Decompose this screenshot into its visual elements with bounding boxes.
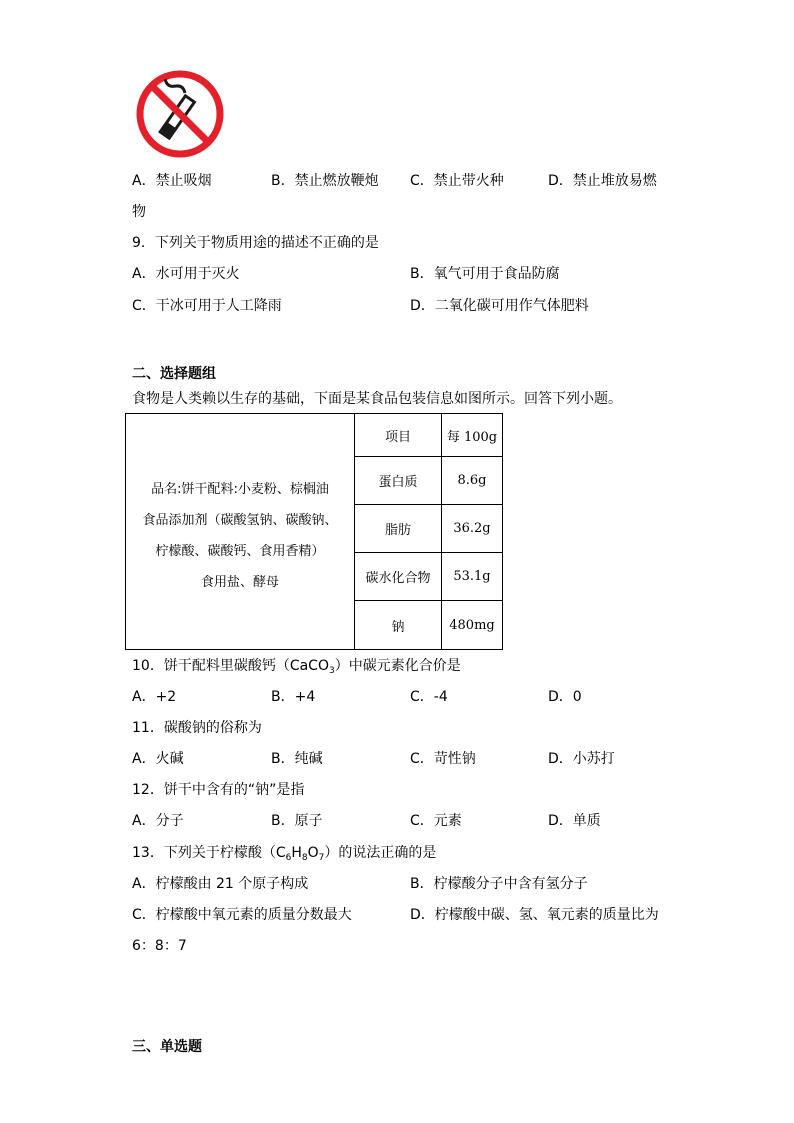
- section-2-intro: 食物是人类赖以生存的基础，下面是某食品包装信息如图所示。回答下列小题。: [132, 391, 622, 407]
- q12-option-d: D．单质: [548, 813, 601, 829]
- table-header-item: 项目: [355, 414, 442, 457]
- q10-option-b: B．+4: [271, 689, 316, 705]
- q8-option-c: C．禁止带火种: [410, 173, 504, 189]
- q13-stem: [132, 843, 436, 868]
- q10-stem-part-a: 10．饼干配料里碳酸钙（CaCO: [132, 658, 329, 674]
- q11-stem: 11．碳酸钠的俗称为: [132, 720, 262, 736]
- q12-option-a: A．分子: [132, 813, 184, 829]
- q13-formula-o: O: [307, 845, 319, 861]
- q12-option-b: B．原子: [271, 813, 323, 829]
- q13-option-b: B．柠檬酸分子中含有氢分子: [410, 876, 588, 892]
- q13-subscript-c: 6: [285, 853, 292, 863]
- section-2-heading: 二、选择题组: [132, 366, 216, 382]
- q10-option-a: A．+2: [132, 689, 177, 705]
- table-cell-value: 53.1g: [442, 553, 503, 601]
- food-desc-line-1: 品名:饼干配料:小麦粉、棕榈油: [151, 481, 329, 497]
- q9-option-a: A．水可用于灭火: [132, 266, 240, 282]
- food-description-cell: [126, 414, 355, 650]
- q8-option-d-wrap: 物: [132, 204, 146, 220]
- q8-option-a: A．禁止吸烟: [132, 173, 212, 189]
- q10-option-d: D．0: [548, 689, 582, 705]
- q8-option-d: D．禁止堆放易燃: [548, 173, 657, 189]
- q9-stem: 9．下列关于物质用途的描述不正确的是: [132, 235, 379, 251]
- section-3-heading: 三、单选题: [132, 1039, 202, 1055]
- q13-option-d: D．柠檬酸中碳、氢、氧元素的质量比为: [410, 907, 659, 923]
- q10-stem-part-b: ）中碳元素化合价是: [334, 658, 461, 674]
- table-cell-name: 碳水化合物: [355, 553, 442, 601]
- table-header-per100g: 每 100g: [442, 414, 503, 457]
- table-cell-value: 36.2g: [442, 505, 503, 553]
- q13-stem-part-b: ）的说法正确的是: [324, 845, 437, 861]
- q10-stem: [132, 656, 461, 681]
- q9-option-d: D．二氧化碳可用作气体肥料: [410, 298, 589, 314]
- q13-subscript-o: 7: [318, 853, 325, 863]
- no-smoking-sign-icon: [136, 70, 224, 158]
- food-desc-line-4: 食用盐、酵母: [200, 574, 279, 590]
- q10-formula-subscript: 3: [328, 666, 335, 676]
- table-cell-name: 钠: [355, 601, 442, 650]
- q11-option-d: D．小苏打: [548, 751, 615, 767]
- table-cell-value: 480mg: [442, 601, 503, 650]
- q11-option-b: B．纯碱: [271, 751, 323, 767]
- q10-option-c: C．-4: [410, 689, 448, 705]
- table-cell-name: 脂肪: [355, 505, 442, 553]
- q13-stem-part-a: 13．下列关于柠檬酸（C: [132, 845, 286, 861]
- q13-subscript-h: 8: [301, 853, 308, 863]
- q12-option-c: C．元素: [410, 813, 462, 829]
- food-info-table: [125, 413, 503, 650]
- q13-option-c: C．柠檬酸中氧元素的质量分数最大: [132, 907, 352, 923]
- food-desc-line-3: 柠檬酸、碳酸钙、食用香精）: [155, 543, 325, 559]
- q11-option-c: C．苛性钠: [410, 751, 476, 767]
- q11-option-a: A．火碱: [132, 751, 184, 767]
- q8-option-b: B．禁止燃放鞭炮: [271, 173, 379, 189]
- q13-formula-h: H: [291, 845, 302, 861]
- q9-option-c: C．干冰可用于人工降雨: [132, 298, 282, 314]
- q13-option-a: A．柠檬酸由 21 个原子构成: [132, 876, 309, 892]
- food-desc-line-2: 食品添加剂（碳酸氢钠、碳酸钠、: [142, 512, 338, 528]
- q9-option-b: B．氧气可用于食品防腐: [410, 266, 560, 282]
- q12-stem: 12．饼干中含有的“钠”是指: [132, 782, 305, 798]
- table-cell-value: 8.6g: [442, 457, 503, 505]
- q13-option-d-wrap: 6：8：7: [132, 938, 187, 954]
- table-cell-name: 蛋白质: [355, 457, 442, 505]
